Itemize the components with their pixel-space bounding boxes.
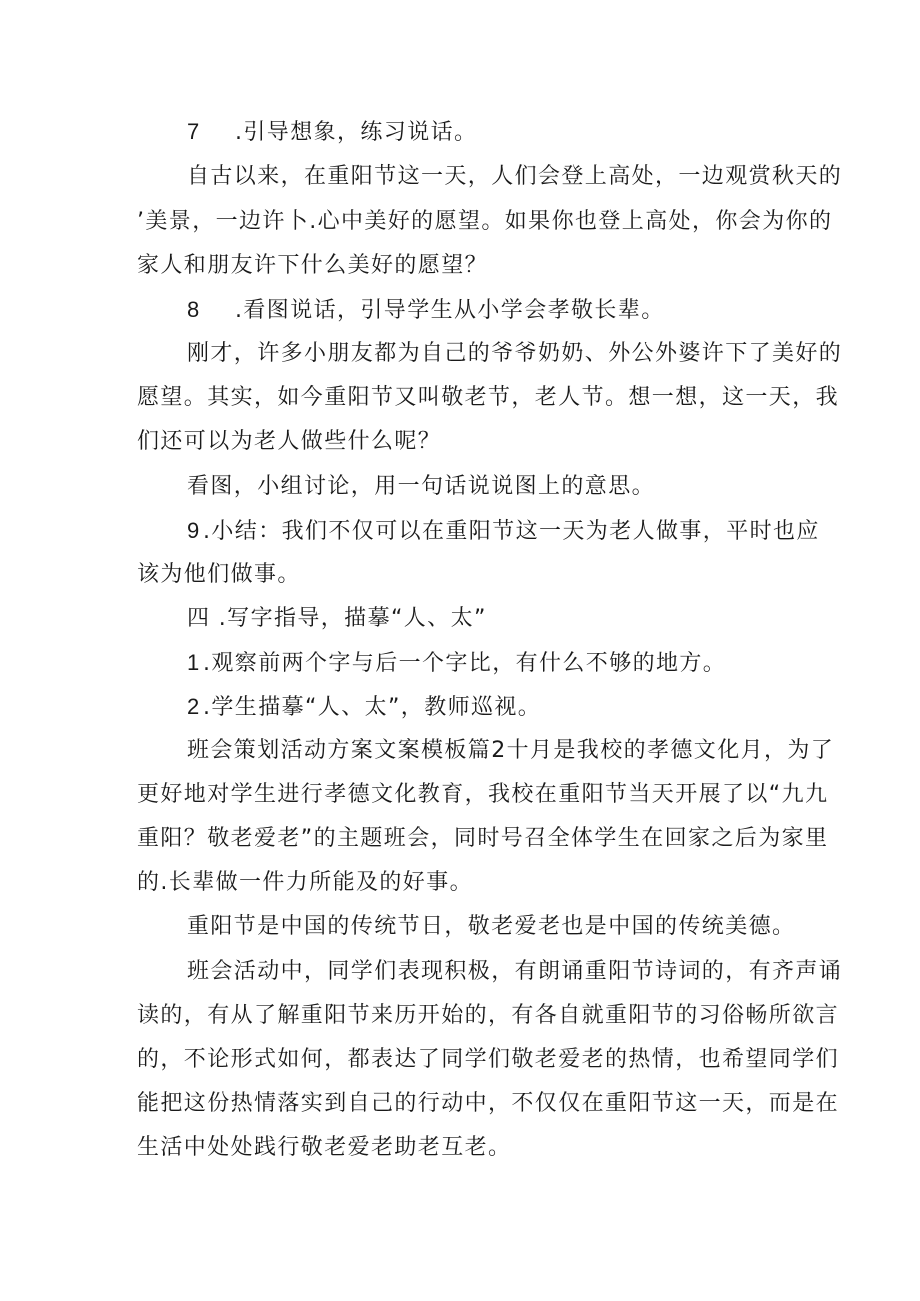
para-6-line-3: 的，不论形式如何，都表达了同学们敬老爱老的热情，也希望同学们 (137, 1047, 840, 1072)
item-9-text: .小结：我们不仅可以在重阳节这一天为老人做事，平时也应 (203, 519, 820, 544)
step-1 (187, 648, 787, 679)
para-2-line-3: 们还可以为老人做些什么呢？ (137, 429, 442, 454)
para-6-line-1: 班会活动中，同学们表现积极，有朗诵重阳节诗词的，有齐声诵 (187, 959, 843, 984)
para-3-line-1: 看图，小组讨论，用一句话说说图上的意思。 (187, 474, 656, 499)
item-8-text: .看图说话，引导学生从小学会孝敬长辈。 (235, 298, 665, 323)
item-8-number: 8 (187, 297, 201, 322)
item-7-text: .引导想象，练习说话。 (235, 120, 478, 145)
para-6-line-2: 读的，有从了解重阳节来历开始的，有各自就重阳节的习俗畅所欲言 (137, 1003, 840, 1028)
para-1-line-1: 自古以来，在重阳节这一天，人们会登上高处，一边观赏秋天的 (187, 164, 843, 189)
item-9 (187, 516, 820, 547)
step-2-number: 2 (187, 694, 201, 719)
para-4-line-2: 更好地对学生进行孝德文化教育，我校在重阳节当天开展了以“九九 (137, 782, 829, 807)
para-4-line-1: 班会策划活动方案文案模板篇2十月是我校的孝德文化月，为了 (187, 738, 835, 763)
step-1-number: 1 (187, 650, 201, 675)
para-2-line-2: 愿望。其实，如今重阳节又叫敬老节，老人节。想一想，这一天，我 (137, 385, 840, 410)
para-4-line-4: 的.长辈做一件力所能及的好事。 (137, 870, 473, 895)
step-2 (187, 692, 787, 723)
item-9-number: 9 (187, 518, 201, 543)
para-1-line-3: 家人和朋友许下什么美好的愿望？ (137, 253, 489, 278)
section-4-heading: 四 .写字指导，描摹“人、太” (187, 606, 487, 631)
step-1-text: .观察前两个字与后一个字比，有什么不够的地方。 (203, 651, 727, 676)
para-2-line-1: 刚才，许多小朋友都为自己的爷爷奶奶、外公外婆许下了美好的 (187, 341, 843, 366)
item-8 (187, 295, 787, 326)
step-2-text: .学生描摹“人、太”，教师巡视。 (203, 695, 542, 720)
para-4-line-3: 重阳？敬老爱老”的主题班会，同时号召全体学生在回家之后为家里 (137, 826, 829, 851)
para-5-line-1: 重阳节是中国的传统节日，敬老爱老也是中国的传统美德。 (187, 914, 796, 939)
para-6-line-5: 生活中处处践行敬老爱老助老互老。 (137, 1135, 512, 1160)
para-6-line-4: 能把这份热情落实到自己的行动中，不仅仅在重阳节这一天，而是在 (137, 1091, 840, 1116)
item-7-number: 7 (187, 119, 201, 144)
para-1-line-2: ’美景，一边许卜.心中美好的愿望。如果你也登上高处，你会为你的 (137, 209, 833, 234)
item-7 (187, 117, 787, 148)
item-9-line-2: 该为他们做事。 (137, 562, 301, 587)
